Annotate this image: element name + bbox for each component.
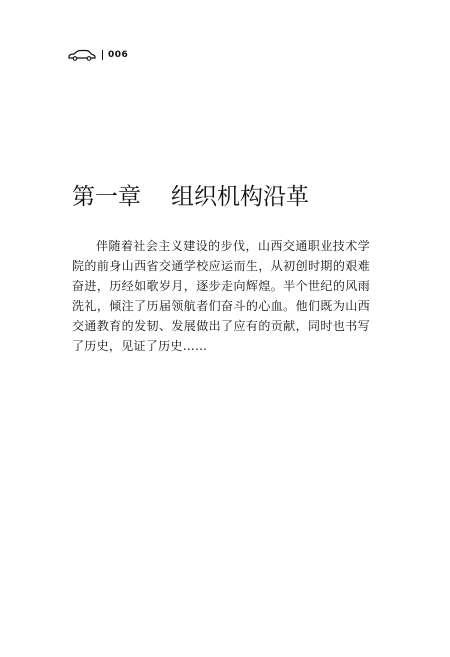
car-icon — [68, 49, 96, 61]
page-number: 006 — [108, 50, 129, 60]
chapter-number: 第一章 — [72, 184, 141, 210]
running-header — [68, 48, 128, 62]
chapter-intro-paragraph: 伴随着社会主义建设的步伐，山西交通职业技术学院的前身山西省交通学校应运而生，从初创时期的艰难奋进，历经如歌岁月，逐步走向辉煌。半个世纪的风雨洗礼，倾注了历届领航者们奋斗的心血。他们既为山西交通教育的发韧、发展做出了应有的贡献，同时也书写了历史，见证了历史…… — [72, 239, 370, 353]
chapter-heading — [72, 178, 309, 211]
header-separator — [102, 50, 103, 60]
chapter-title: 组织机构沿革 — [171, 184, 309, 210]
